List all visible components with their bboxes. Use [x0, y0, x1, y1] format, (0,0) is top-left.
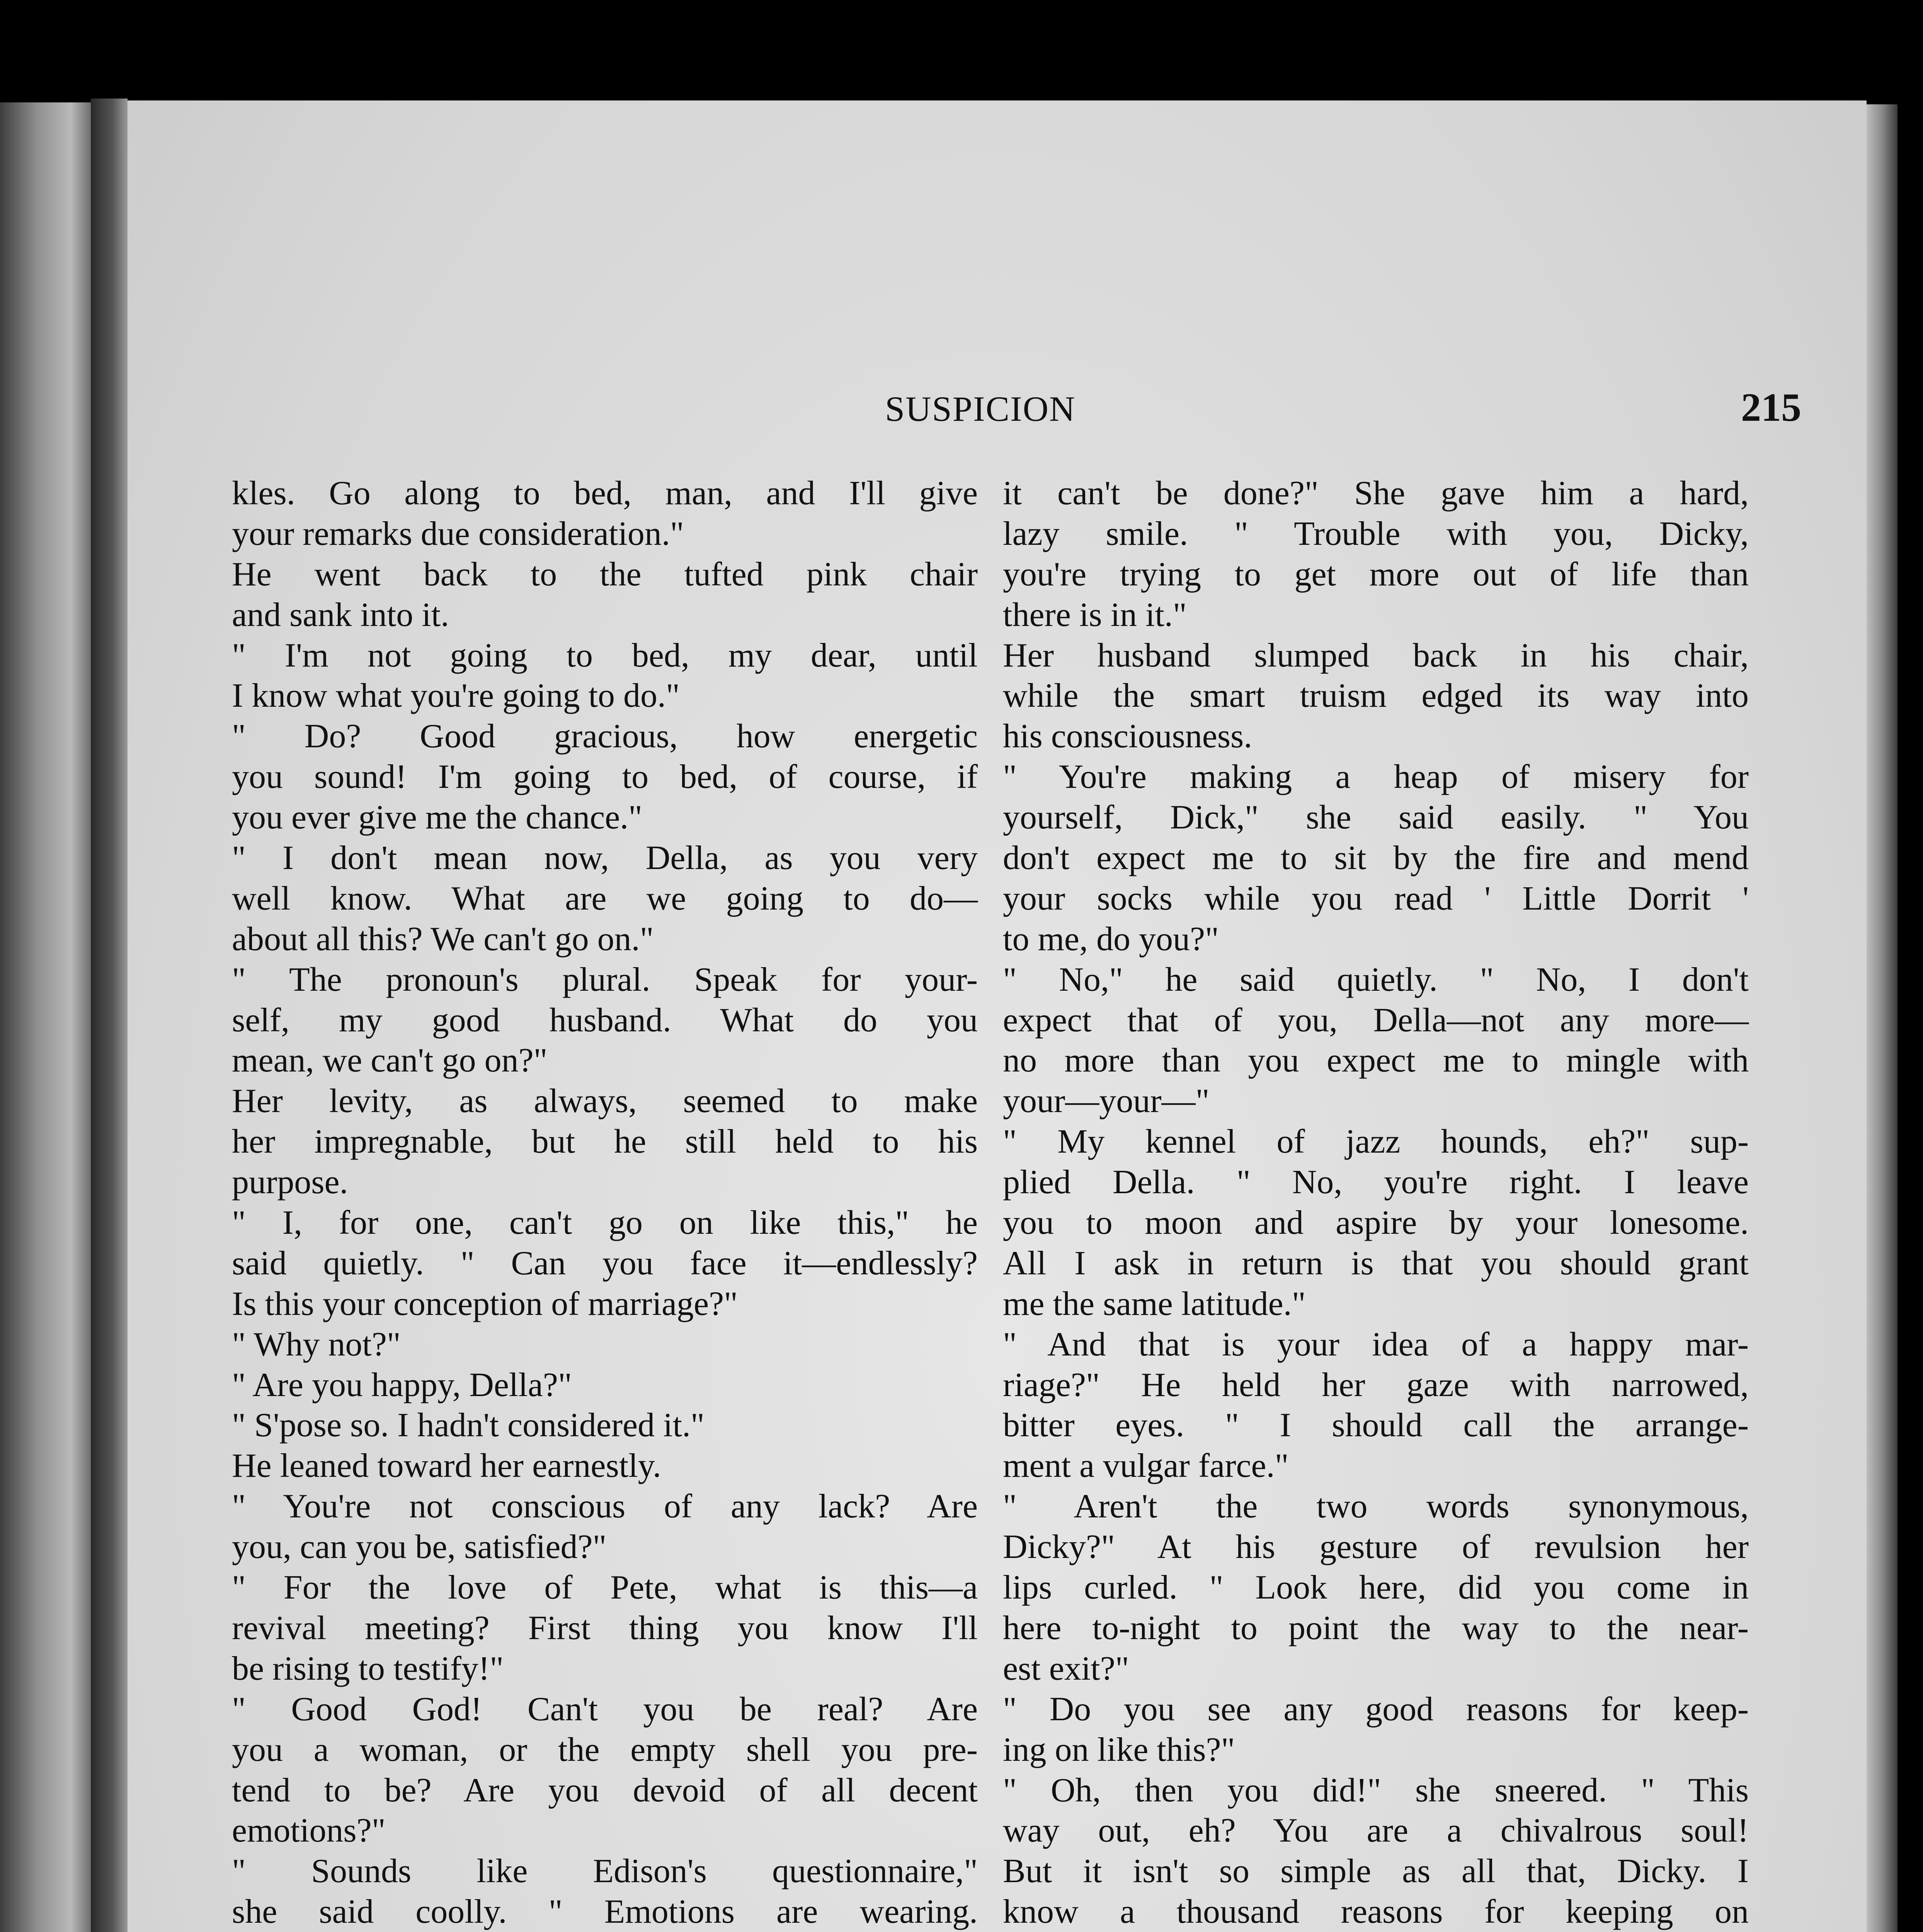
text-line: " I don't mean now, Della, as you very: [232, 839, 978, 877]
page-number: 215: [1741, 385, 1801, 430]
text-line: lazy smile. " Trouble with you, Dicky,: [1003, 515, 1749, 553]
text-line: here to-night to point the way to the near-: [1003, 1609, 1749, 1647]
text-line: Her husband slumped back in his chair,: [1003, 636, 1749, 674]
book-page: [128, 100, 1867, 1932]
text-line: your socks while you read ' Little Dorrit ': [1003, 879, 1749, 917]
text-column-left: [232, 473, 978, 1932]
text-line: " Are you happy, Della?": [232, 1366, 572, 1404]
text-line: you're trying to get more out of life than: [1003, 555, 1749, 593]
text-line: " You're making a heap of misery for: [1003, 758, 1749, 796]
text-line: I know what you're going to do.": [232, 677, 680, 715]
text-line: purpose.: [232, 1163, 348, 1201]
text-line: " No," he said quietly. " No, I don't: [1003, 961, 1749, 998]
text-line: " Aren't the two words synonymous,: [1003, 1488, 1749, 1526]
text-line: " For the love of Pete, what is this—a: [232, 1569, 978, 1607]
text-column-right: [1003, 473, 1749, 1932]
text-line: lips curled. " Look here, did you come in: [1003, 1569, 1749, 1607]
text-line: self, my good husband. What do you: [232, 1001, 978, 1039]
page-fore-edge: [1867, 104, 1897, 1932]
text-line: " S'pose so. I hadn't considered it.": [232, 1406, 705, 1444]
text-line: your remarks due consideration.": [232, 515, 684, 553]
text-line: tend to be? Are you devoid of all decent: [232, 1771, 978, 1809]
text-line: she said coolly. " Emotions are wearing.: [232, 1893, 978, 1931]
text-line: expect that of you, Della—not any more—: [1003, 1001, 1749, 1039]
text-line: you to moon and aspire by your lonesome.: [1003, 1204, 1749, 1242]
text-line: his consciousness.: [1003, 718, 1253, 755]
text-line: He leaned toward her earnestly.: [232, 1447, 661, 1485]
text-line: " You're not conscious of any lack? Are: [232, 1488, 978, 1526]
text-line: But it isn't so simple as all that, Dicky. I: [1003, 1852, 1749, 1890]
text-line: about all this? We can't go on.": [232, 920, 654, 958]
text-line: Her levity, as always, seemed to make: [232, 1082, 978, 1120]
text-line: revival meeting? First thing you know I'll: [232, 1609, 978, 1647]
text-line: you ever give me the chance.": [232, 799, 643, 837]
text-line: emotions?": [232, 1812, 386, 1850]
facing-page-edge: [0, 102, 91, 1932]
text-line: me the same latitude.": [1003, 1285, 1306, 1323]
text-line: Dicky?" At his gesture of revulsion her: [1003, 1528, 1749, 1566]
text-line: mean, we can't go on?": [232, 1042, 548, 1080]
text-line: be rising to testify!": [232, 1650, 504, 1687]
text-line: you, can you be, satisfied?": [232, 1528, 607, 1566]
text-line: est exit?": [1003, 1650, 1129, 1687]
text-line: ment a vulgar farce.": [1003, 1447, 1289, 1485]
text-line: way out, eh? You are a chivalrous soul!: [1003, 1812, 1749, 1850]
text-line: don't expect me to sit by the fire and mend: [1003, 839, 1749, 877]
text-line: " Good God! Can't you be real? Are: [232, 1690, 978, 1728]
text-line: know a thousand reasons for keeping on: [1003, 1893, 1749, 1931]
text-line: her impregnable, but he still held to his: [232, 1123, 978, 1161]
text-line: there is in it.": [1003, 596, 1187, 634]
text-line: it can't be done?" She gave him a hard,: [1003, 474, 1749, 512]
text-line: " And that is your idea of a happy mar-: [1003, 1325, 1749, 1363]
text-line: " I'm not going to bed, my dear, until: [232, 636, 978, 674]
text-line: said quietly. " Can you face it—endlessly?: [232, 1244, 978, 1282]
text-line: Is this your conception of marriage?": [232, 1285, 738, 1323]
text-line: well know. What are we going to do—: [232, 879, 978, 917]
text-line: to me, do you?": [1003, 920, 1219, 958]
text-line: " Why not?": [232, 1325, 401, 1363]
text-line: " Do you see any good reasons for keep-: [1003, 1690, 1749, 1728]
text-line: riage?" He held her gaze with narrowed,: [1003, 1366, 1749, 1404]
text-line: you a woman, or the empty shell you pre-: [232, 1731, 978, 1769]
text-line: your—your—": [1003, 1082, 1210, 1120]
text-line: and sank into it.: [232, 596, 449, 634]
text-line: you sound! I'm going to bed, of course, if: [232, 758, 978, 796]
book-gutter: [91, 99, 128, 1932]
text-line: " My kennel of jazz hounds, eh?" sup-: [1003, 1123, 1749, 1161]
text-line: He went back to the tufted pink chair: [232, 555, 978, 593]
text-line: " Oh, then you did!" she sneered. " This: [1003, 1771, 1749, 1809]
text-line: no more than you expect me to mingle with: [1003, 1042, 1749, 1080]
text-line: " I, for one, can't go on like this," he: [232, 1204, 978, 1242]
text-line: kles. Go along to bed, man, and I'll give: [232, 474, 978, 512]
text-line: " The pronoun's plural. Speak for your-: [232, 961, 978, 998]
running-head: SUSPICION: [885, 389, 1076, 429]
text-line: yourself, Dick," she said easily. " You: [1003, 799, 1749, 837]
text-line: All I ask in return is that you should grant: [1003, 1244, 1749, 1282]
text-line: " Sounds like Edison's questionnaire,": [232, 1852, 978, 1890]
text-line: bitter eyes. " I should call the arrange-: [1003, 1406, 1749, 1444]
text-line: ing on like this?": [1003, 1731, 1235, 1769]
text-line: " Do? Good gracious, how energetic: [232, 718, 978, 755]
text-line: plied Della. " No, you're right. I leave: [1003, 1163, 1749, 1201]
text-line: while the smart truism edged its way into: [1003, 677, 1749, 715]
